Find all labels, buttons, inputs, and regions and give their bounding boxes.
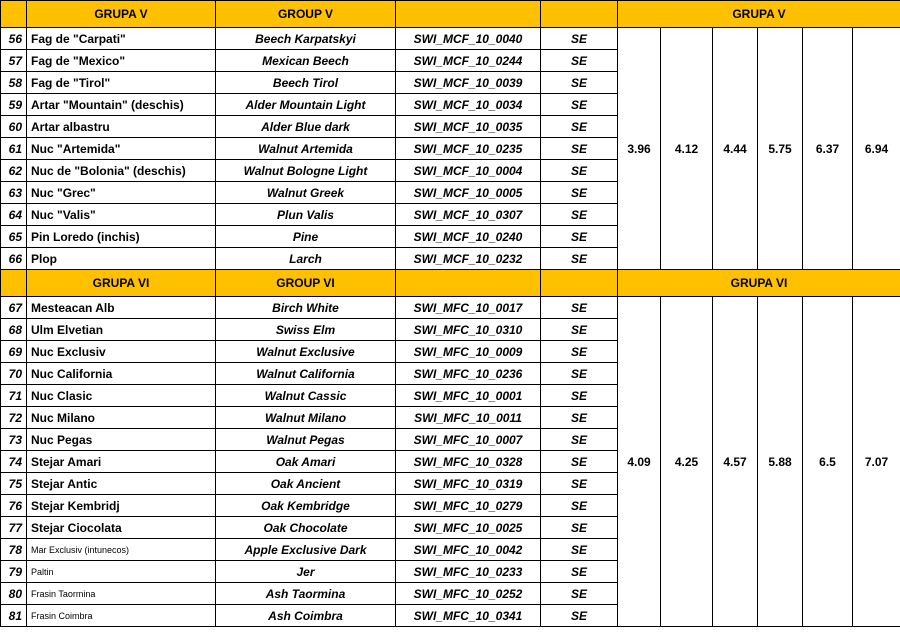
- header-ro-cell[interactable]: GRUPA V: [27, 1, 216, 28]
- header-number-cell[interactable]: [1, 270, 27, 297]
- english-name-cell[interactable]: Beech Tirol: [216, 72, 396, 94]
- product-code-cell[interactable]: SWI_MFC_10_0328: [396, 451, 541, 473]
- row-number-cell[interactable]: 63: [1, 182, 27, 204]
- romanian-name-cell[interactable]: Mar Exclusiv (intunecos): [27, 539, 216, 561]
- price-cell-5[interactable]: 6.5: [803, 297, 853, 627]
- product-code-cell[interactable]: SWI_MCF_10_0307: [396, 204, 541, 226]
- ce-cell[interactable]: SE: [541, 72, 618, 94]
- romanian-name-cell[interactable]: Pin Loredo (inchis): [27, 226, 216, 248]
- english-name-cell[interactable]: Walnut Greek: [216, 182, 396, 204]
- row-number-cell[interactable]: 73: [1, 429, 27, 451]
- header-ce-cell[interactable]: [541, 1, 618, 28]
- product-code-cell[interactable]: SWI_MCF_10_0034: [396, 94, 541, 116]
- romanian-name-cell[interactable]: Nuc California: [27, 363, 216, 385]
- romanian-name-cell[interactable]: Stejar Amari: [27, 451, 216, 473]
- price-cell-2[interactable]: 4.12: [661, 28, 713, 270]
- group-header-row: [1, 1, 900, 28]
- row-number-cell[interactable]: 56: [1, 28, 27, 50]
- row-number-cell[interactable]: 65: [1, 226, 27, 248]
- romanian-name-cell[interactable]: Nuc "Grec": [27, 182, 216, 204]
- ce-cell[interactable]: SE: [541, 473, 618, 495]
- group-header-row: [1, 270, 900, 297]
- row-number-cell[interactable]: 62: [1, 160, 27, 182]
- english-name-cell[interactable]: Alder Mountain Light: [216, 94, 396, 116]
- english-name-cell[interactable]: Walnut Cassic: [216, 385, 396, 407]
- row-number-cell[interactable]: 64: [1, 204, 27, 226]
- romanian-name-cell[interactable]: Stejar Ciocolata: [27, 517, 216, 539]
- row-number-cell[interactable]: 78: [1, 539, 27, 561]
- romanian-name-cell[interactable]: Stejar Kembridj: [27, 495, 216, 517]
- product-code-cell[interactable]: SWI_MFC_10_0017: [396, 297, 541, 319]
- row-number-cell[interactable]: 70: [1, 363, 27, 385]
- ce-cell[interactable]: SE: [541, 341, 618, 363]
- row-number-cell[interactable]: 71: [1, 385, 27, 407]
- header-ro-cell[interactable]: GRUPA VI: [27, 270, 216, 297]
- header-ce-cell[interactable]: [541, 270, 618, 297]
- row-number-cell[interactable]: 75: [1, 473, 27, 495]
- ce-cell[interactable]: SE: [541, 319, 618, 341]
- english-name-cell[interactable]: Oak Amari: [216, 451, 396, 473]
- ce-cell[interactable]: SE: [541, 182, 618, 204]
- product-code-cell[interactable]: SWI_MFC_10_0310: [396, 319, 541, 341]
- product-code-cell[interactable]: SWI_MFC_10_0025: [396, 517, 541, 539]
- english-name-cell[interactable]: Walnut Milano: [216, 407, 396, 429]
- header-price-group-cell[interactable]: GRUPA VI: [618, 270, 900, 297]
- ce-cell[interactable]: SE: [541, 451, 618, 473]
- price-cell-5[interactable]: 6.37: [803, 28, 853, 270]
- romanian-name-cell[interactable]: Nuc Exclusiv: [27, 341, 216, 363]
- table-row: [1, 297, 900, 319]
- product-code-cell[interactable]: SWI_MCF_10_0232: [396, 248, 541, 270]
- ce-cell[interactable]: SE: [541, 583, 618, 605]
- product-code-cell[interactable]: SWI_MFC_10_0279: [396, 495, 541, 517]
- product-code-cell[interactable]: SWI_MFC_10_0042: [396, 539, 541, 561]
- row-number-cell[interactable]: 68: [1, 319, 27, 341]
- ce-cell[interactable]: SE: [541, 517, 618, 539]
- english-name-cell[interactable]: Walnut Artemida: [216, 138, 396, 160]
- romanian-name-cell[interactable]: Nuc "Valis": [27, 204, 216, 226]
- ce-cell[interactable]: SE: [541, 363, 618, 385]
- english-name-cell[interactable]: Oak Chocolate: [216, 517, 396, 539]
- header-en-cell[interactable]: GROUP VI: [216, 270, 396, 297]
- row-number-cell[interactable]: 79: [1, 561, 27, 583]
- english-name-cell[interactable]: Walnut California: [216, 363, 396, 385]
- ce-cell[interactable]: SE: [541, 28, 618, 50]
- ce-cell[interactable]: SE: [541, 297, 618, 319]
- romanian-name-cell[interactable]: Nuc Pegas: [27, 429, 216, 451]
- romanian-name-cell[interactable]: Fag de "Mexico": [27, 50, 216, 72]
- english-name-cell[interactable]: Ash Coimbra: [216, 605, 396, 627]
- row-number-cell[interactable]: 59: [1, 94, 27, 116]
- ce-cell[interactable]: SE: [541, 407, 618, 429]
- product-code-cell[interactable]: SWI_MCF_10_0235: [396, 138, 541, 160]
- ce-cell[interactable]: SE: [541, 248, 618, 270]
- price-cell-6[interactable]: 6.94: [853, 28, 900, 270]
- english-name-cell[interactable]: Ash Taormina: [216, 583, 396, 605]
- product-code-cell[interactable]: SWI_MFC_10_0001: [396, 385, 541, 407]
- romanian-name-cell[interactable]: Fag de "Tirol": [27, 72, 216, 94]
- romanian-name-cell[interactable]: Nuc "Artemida": [27, 138, 216, 160]
- romanian-name-cell[interactable]: Frasin Taormina: [27, 583, 216, 605]
- english-name-cell[interactable]: Swiss Elm: [216, 319, 396, 341]
- romanian-name-cell[interactable]: Fag de "Carpati": [27, 28, 216, 50]
- ce-cell[interactable]: SE: [541, 160, 618, 182]
- header-number-cell[interactable]: [1, 1, 27, 28]
- ce-cell[interactable]: SE: [541, 94, 618, 116]
- romanian-name-cell[interactable]: Artar "Mountain" (deschis): [27, 94, 216, 116]
- product-code-cell[interactable]: SWI_MCF_10_0040: [396, 28, 541, 50]
- ce-cell[interactable]: SE: [541, 50, 618, 72]
- romanian-name-cell[interactable]: Artar albastru: [27, 116, 216, 138]
- romanian-name-cell[interactable]: Frasin Coimbra: [27, 605, 216, 627]
- romanian-name-cell[interactable]: Stejar Antic: [27, 473, 216, 495]
- ce-cell[interactable]: SE: [541, 539, 618, 561]
- product-code-cell[interactable]: SWI_MCF_10_0035: [396, 116, 541, 138]
- romanian-name-cell[interactable]: Mesteacan Alb: [27, 297, 216, 319]
- header-en-cell[interactable]: GROUP V: [216, 1, 396, 28]
- product-code-cell[interactable]: SWI_MFC_10_0011: [396, 407, 541, 429]
- row-number-cell[interactable]: 58: [1, 72, 27, 94]
- row-number-cell[interactable]: 69: [1, 341, 27, 363]
- price-cell-6[interactable]: 7.07: [853, 297, 900, 627]
- english-name-cell[interactable]: Larch: [216, 248, 396, 270]
- product-code-cell[interactable]: SWI_MCF_10_0039: [396, 72, 541, 94]
- product-code-cell[interactable]: SWI_MFC_10_0233: [396, 561, 541, 583]
- header-code-cell[interactable]: [396, 1, 541, 28]
- ce-cell[interactable]: SE: [541, 138, 618, 160]
- table-body: [1, 1, 900, 627]
- romanian-name-cell[interactable]: Nuc Clasic: [27, 385, 216, 407]
- row-number-cell[interactable]: 76: [1, 495, 27, 517]
- romanian-name-cell[interactable]: Plop: [27, 248, 216, 270]
- row-number-cell[interactable]: 57: [1, 50, 27, 72]
- english-name-cell[interactable]: Oak Kembridge: [216, 495, 396, 517]
- price-cell-3[interactable]: 4.44: [713, 28, 758, 270]
- product-code-cell[interactable]: SWI_MFC_10_0009: [396, 341, 541, 363]
- english-name-cell[interactable]: Walnut Bologne Light: [216, 160, 396, 182]
- product-code-cell[interactable]: SWI_MFC_10_0252: [396, 583, 541, 605]
- english-name-cell[interactable]: Plun Valis: [216, 204, 396, 226]
- row-number-cell[interactable]: 80: [1, 583, 27, 605]
- row-number-cell[interactable]: 72: [1, 407, 27, 429]
- english-name-cell[interactable]: Oak Ancient: [216, 473, 396, 495]
- ce-cell[interactable]: SE: [541, 429, 618, 451]
- ce-cell[interactable]: SE: [541, 561, 618, 583]
- ce-cell[interactable]: SE: [541, 204, 618, 226]
- product-code-cell[interactable]: SWI_MCF_10_0004: [396, 160, 541, 182]
- row-number-cell[interactable]: 67: [1, 297, 27, 319]
- english-name-cell[interactable]: Alder Blue dark: [216, 116, 396, 138]
- ce-cell[interactable]: SE: [541, 116, 618, 138]
- row-number-cell[interactable]: 61: [1, 138, 27, 160]
- english-name-cell[interactable]: Birch White: [216, 297, 396, 319]
- ce-cell[interactable]: SE: [541, 605, 618, 627]
- ce-cell[interactable]: SE: [541, 226, 618, 248]
- product-code-cell[interactable]: SWI_MCF_10_0005: [396, 182, 541, 204]
- english-name-cell[interactable]: Jer: [216, 561, 396, 583]
- price-cell-4[interactable]: 5.88: [758, 297, 803, 627]
- ce-cell[interactable]: SE: [541, 495, 618, 517]
- product-code-cell[interactable]: SWI_MFC_10_0007: [396, 429, 541, 451]
- romanian-name-cell[interactable]: Paltin: [27, 561, 216, 583]
- english-name-cell[interactable]: Walnut Pegas: [216, 429, 396, 451]
- product-code-cell[interactable]: SWI_MFC_10_0236: [396, 363, 541, 385]
- price-cell-1[interactable]: 3.96: [618, 28, 661, 270]
- product-code-cell[interactable]: SWI_MCF_10_0244: [396, 50, 541, 72]
- romanian-name-cell[interactable]: Nuc Milano: [27, 407, 216, 429]
- price-cell-4[interactable]: 5.75: [758, 28, 803, 270]
- row-number-cell[interactable]: 66: [1, 248, 27, 270]
- english-name-cell[interactable]: Apple Exclusive Dark: [216, 539, 396, 561]
- product-code-cell[interactable]: SWI_MCF_10_0240: [396, 226, 541, 248]
- row-number-cell[interactable]: 60: [1, 116, 27, 138]
- price-cell-2[interactable]: 4.25: [661, 297, 713, 627]
- product-code-cell[interactable]: SWI_MFC_10_0341: [396, 605, 541, 627]
- table-row: [1, 28, 900, 50]
- header-price-group-cell[interactable]: GRUPA V: [618, 1, 900, 28]
- english-name-cell[interactable]: Beech Karpatskyi: [216, 28, 396, 50]
- english-name-cell[interactable]: Mexican Beech: [216, 50, 396, 72]
- header-code-cell[interactable]: [396, 270, 541, 297]
- english-name-cell[interactable]: Pine: [216, 226, 396, 248]
- row-number-cell[interactable]: 74: [1, 451, 27, 473]
- row-number-cell[interactable]: 81: [1, 605, 27, 627]
- product-code-cell[interactable]: SWI_MFC_10_0319: [396, 473, 541, 495]
- english-name-cell[interactable]: Walnut Exclusive: [216, 341, 396, 363]
- price-cell-3[interactable]: 4.57: [713, 297, 758, 627]
- row-number-cell[interactable]: 77: [1, 517, 27, 539]
- romanian-name-cell[interactable]: Ulm Elvetian: [27, 319, 216, 341]
- romanian-name-cell[interactable]: Nuc de "Bolonia" (deschis): [27, 160, 216, 182]
- ce-cell[interactable]: SE: [541, 385, 618, 407]
- price-cell-1[interactable]: 4.09: [618, 297, 661, 627]
